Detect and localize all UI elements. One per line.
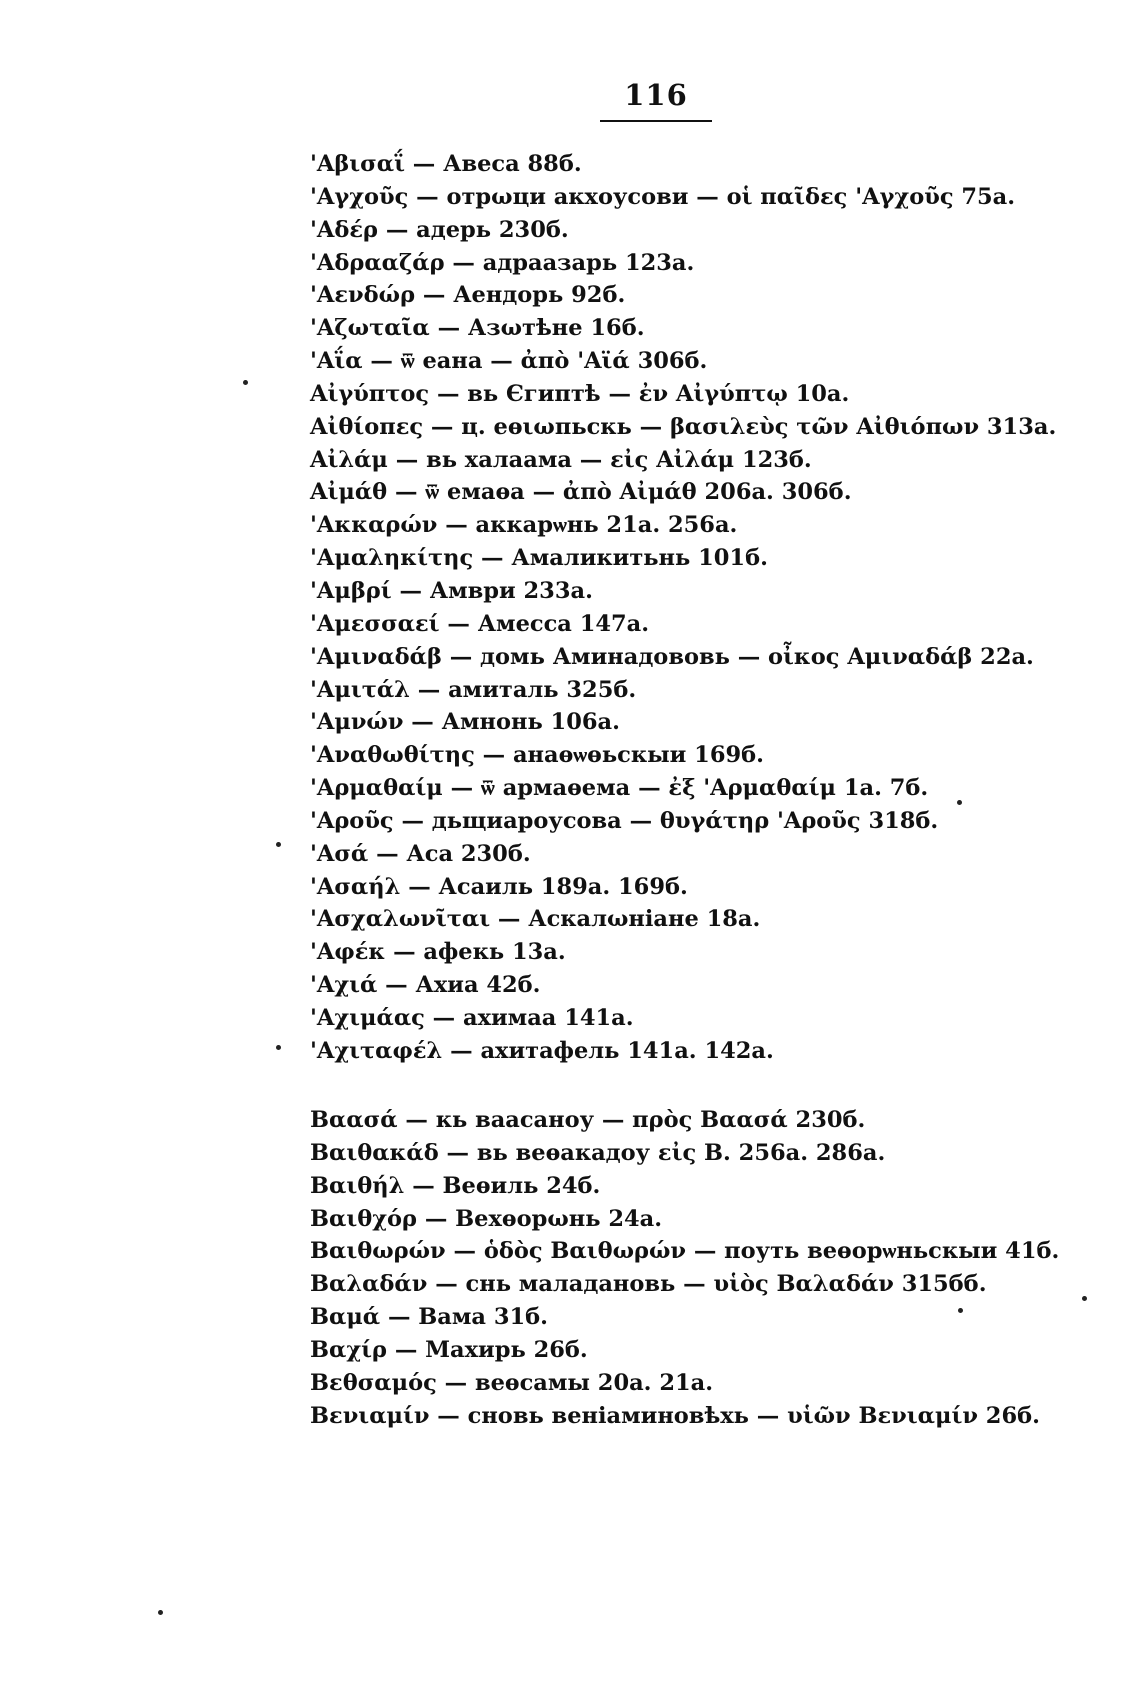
index-entry: 'Αγχοῦς — отрωци акхоусови — οἱ παῖδες 'Αγχοῦς 75а. [310,183,1016,210]
index-entry: Αἰμάθ — ѿ емаѳа — ἀπὸ Αἰμάθ 206а. 306б. [310,479,852,506]
index-entry: 'Αμβρί — Амври 233а. [310,577,593,604]
index-entry: 'Αρμαθαίμ — ѿ армаѳема — ἐξ 'Αρμαθαίμ 1а. 7б. [310,775,929,802]
index-entry: 'Αχιταφέλ — ахитафель 141а. 142а. [310,1037,774,1064]
index-entry: 'Αμεσσαεί — Амесса 147а. [310,610,650,637]
index-entry: 'Ακκαρών — аккарѡнь 21а. 256а. [310,512,738,539]
index-entry: 'Αφέκ — афекь 13а. [310,939,566,966]
index-entry: 'Αχιά — Ахиа 42б. [310,972,541,999]
index-entry: 'Ασά — Аса 230б. [310,840,531,867]
page-number-rule [600,120,712,122]
index-entry: Αἰθίοπες — ц. еѳιωпьскь — βασιλεὺς τῶν Αἰθιόπων 313а. [310,413,1057,440]
index-entry: 'Αΐα — ѿ еана — ἀπὸ 'Αϊά 306б. [310,348,708,375]
index-section-beta [310,1104,1060,1432]
index-entry: Βαιθακάδ — вь веѳакадоу εἰς Β. 256а. 286а. [310,1139,886,1166]
index-entry: Αἰγύπτος — вь Єгиптѣ — ἐν Αἰγύπτῳ 10а. [310,380,850,407]
index-section-alpha [310,148,1057,1068]
index-entry: 'Αναθωθίτης — анаѳѡѳьскыи 169б. [310,742,764,769]
index-entry: 'Αδρααζάρ — адраазарь 123а. [310,249,695,276]
index-entry: Βαιθχόρ — Вехѳорωнь 24а. [310,1205,663,1232]
scan-speck [1082,1296,1087,1301]
index-entry: 'Αμαληκίτης — Амаликитьнь 101б. [310,545,768,572]
index-entry: 'Αμιτάλ — амиталь 325б. [310,676,637,703]
index-entry: 'Ασαήλ — Асаиль 189а. 169б. [310,873,688,900]
index-entry: Βεθσαμός — веѳсамы 20а. 21а. [310,1369,714,1396]
index-entry: 'Αδέρ — адерь 230б. [310,216,569,243]
scan-speck [243,380,248,385]
index-entry: Αἰλάμ — вь халаама — εἰς Αἰλάμ 123б. [310,446,812,473]
scan-speck [276,1045,281,1050]
index-entry: 'Αζωταῖα — Азωтѣне 16б. [310,315,645,342]
index-entry: Βαιθήλ — Веѳиль 24б. [310,1172,601,1199]
index-entry: Βαλαδάν — снь маладановь — υἱὸς Βαλαδάν 315бб. [310,1271,987,1298]
index-entry: Βαμά — Вама 31б. [310,1304,548,1331]
page-number: 116 [624,78,688,112]
index-entry: 'Ασχαλωνῖται — Аскалωнiане 18а. [310,906,761,933]
index-entry: 'Αβισαΐ — Авеса 88б. [310,151,582,177]
index-entry: 'Αχιμάας — ахимаа 141а. [310,1004,634,1031]
index-entry: Βαχίρ — Махирь 26б. [310,1336,588,1363]
scan-speck [158,1610,163,1615]
index-entry: Βαασά — кь ваасаноу — πρὸς Βαασά 230б. [310,1107,866,1133]
index-entry: 'Αμνών — Амнонь 106а. [310,709,620,736]
scan-speck [958,1308,963,1313]
index-entry: 'Αροῦς — дьщиароусова — θυγάτηρ 'Αροῦς 318б. [310,807,939,834]
index-entry: Βαιθωρών — ὁδὸς Βαιθωρών — поуть веѳорѡньскыи 41б. [310,1238,1060,1265]
scan-speck [276,842,281,847]
index-entry: Βενιαμίν — сновь венiаминовѣхь — υἱῶν Βενιαμίν 26б. [310,1402,1040,1429]
index-entry: 'Αενδώρ — Аендорь 92б. [310,282,626,309]
scan-speck [957,800,962,805]
index-entry: 'Αμιναδάβ — домь Аминадововь — οἶκος Αμιναδάβ 22а. [310,643,1034,670]
